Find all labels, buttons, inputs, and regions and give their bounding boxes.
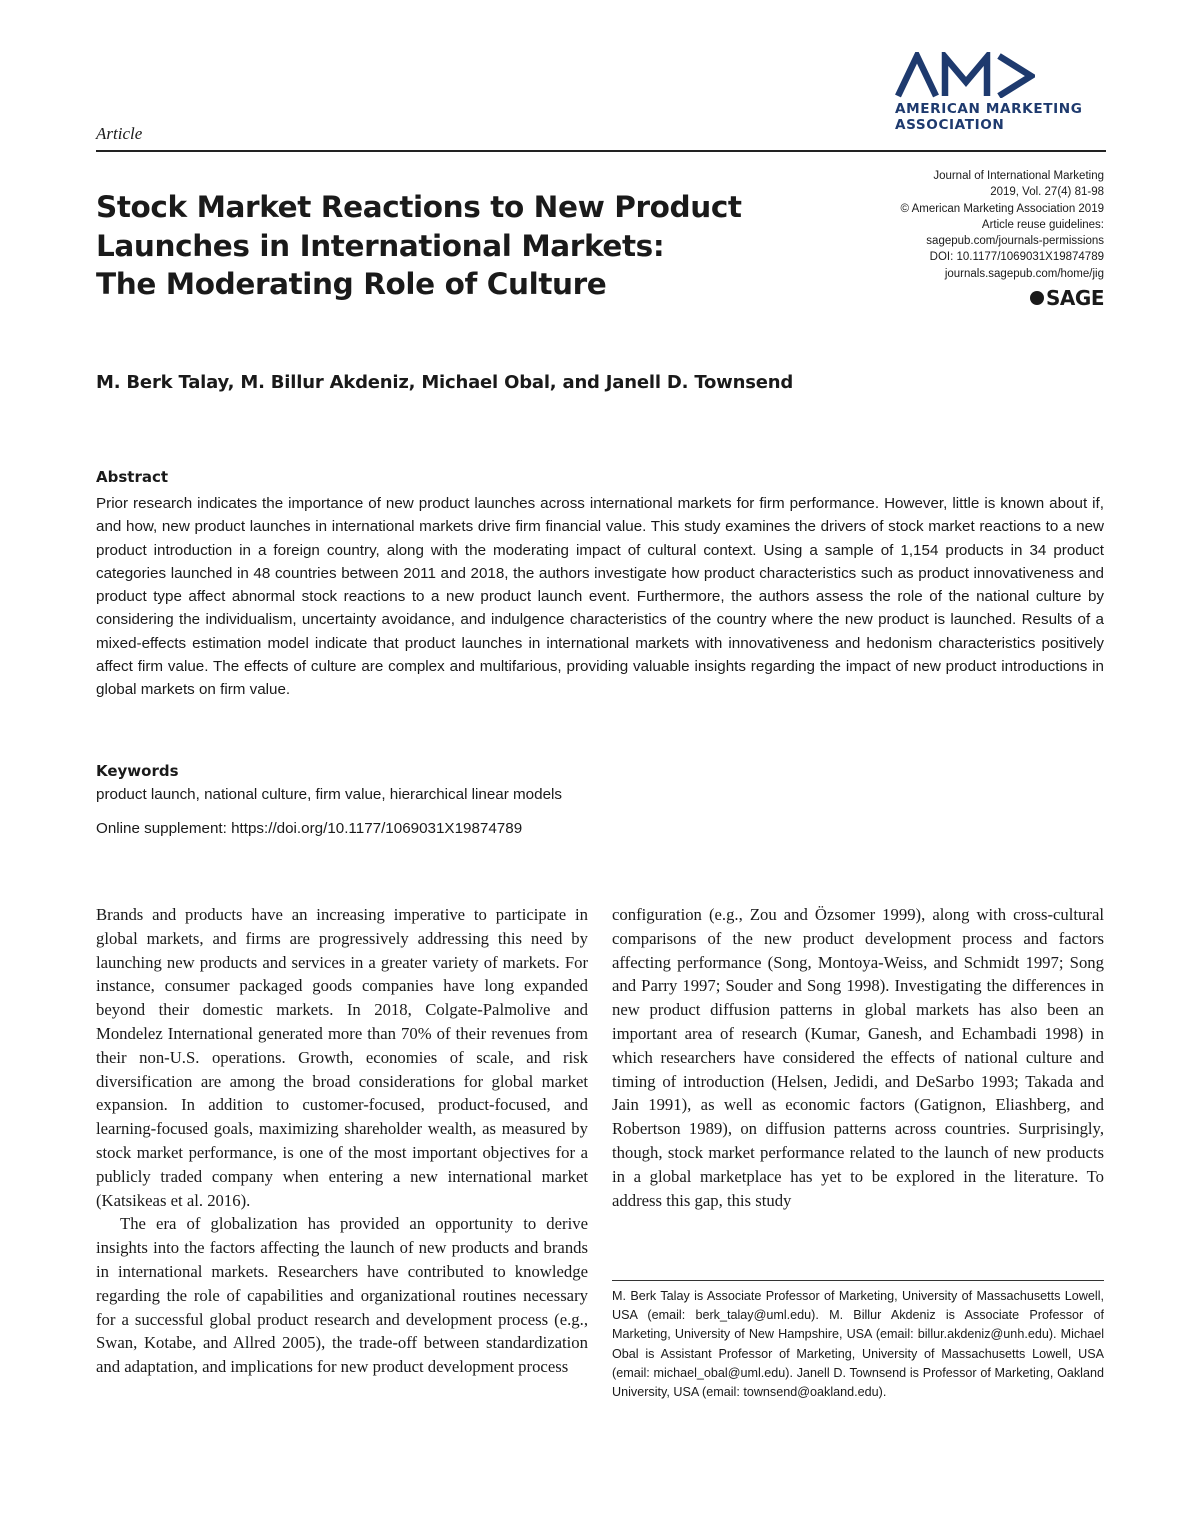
copyright: © American Marketing Association 2019 <box>900 202 1104 215</box>
title-line-1: Stock Market Reactions to New Product <box>96 190 742 224</box>
body-column-right <box>612 903 1104 1212</box>
logo-text-line2: ASSOCIATION <box>895 117 1005 133</box>
author-affiliations-footnote: M. Berk Talay is Associate Professor of Marketing, University of Massachusetts Lowell, USA (email: berk_talay@uml.edu). M. Billur Akdeniz is Associate Professor of Marketing, University of New Hampshire, USA (email: billur.akdeniz@unh.edu). Michael Obal is Assistant Professor of Marketing, University of Massachusetts Lowell, USA (email: michael_obal@uml.edu). Janell D. Townsend is Professor of Marketing, Oakland University, USA (email: townsend@oakland.edu). <box>612 1289 1104 1400</box>
body-paragraph: Brands and products have an increasing imperative to participate in global markets, and firms are progressively addressing this need by launching new products and services in a greater variety of markets. For instance, consumer packaged goods companies have long expanded beyond their domestic markets. In 2018, Colgate-Palmolive and Mondelez International generated more than 70% of their revenues from their non-U.S. operations. Growth, economies of scale, and risk diversification are among the broad considerations for global market expansion. In addition to customer-focused, product-focused, and learning-focused goals, maximizing shareholder wealth, as measured by stock market performance, is one of the most important objectives for a publicly traded company when entering a new international market (Katsikeas et al. 2016). <box>96 905 588 1210</box>
permissions-link[interactable]: sagepub.com/journals-permissions <box>926 235 1104 248</box>
keywords-text: product launch, national culture, firm value, hierarchical linear models <box>96 786 562 803</box>
article-type-label: Article <box>96 124 143 143</box>
author-list: M. Berk Talay, M. Billur Akdeniz, Michael Obal, and Janell D. Townsend <box>96 372 794 393</box>
keywords-heading: Keywords <box>96 762 179 780</box>
reuse-guidelines-label: Article reuse guidelines: <box>981 218 1104 231</box>
ama-logo-mark-icon <box>895 52 1035 98</box>
journal-name: Journal of International Marketing <box>933 170 1104 182</box>
online-supplement-link[interactable]: Online supplement: https://doi.org/10.1177/1069031X19874789 <box>96 820 523 837</box>
sage-logo <box>1030 286 1104 310</box>
logo-text-line1: AMERICAN MARKETING <box>895 101 1083 117</box>
body-paragraph: The era of globalization has provided an opportunity to derive insights into the factors affecting the launch of new products and brands in international markets. Researchers have contributed to knowledge regarding the role of capabilities and organizational routines necessary for a successful global product research and development process (e.g., Swan, Kotabe, and Allred 2005), the trade-off between standardization and adaptation, and implications for new product development process <box>96 1214 588 1377</box>
title-line-2: Launches in International Markets: <box>96 228 665 263</box>
journal-volume: 2019, Vol. 27(4) 81-98 <box>990 186 1104 199</box>
sage-mark-icon <box>1030 291 1044 305</box>
paper-title <box>96 188 816 304</box>
header-rule <box>96 150 1106 152</box>
body-paragraph: configuration (e.g., Zou and Özsomer 1999), along with cross-cultural comparisons of the new product development process and factors affecting performance (Song, Montoya-Weiss, and Schmidt 1997; Song and Parry 1997; Souder and Song 1998). Investigating the differences in new product diffusion patterns in global markets has also been an important area of research (Kumar, Ganesh, and Echambadi 1998) in which researchers have considered the effects of national culture and timing of introduction (Helsen, Jedidi, and DeSarbo 1993; Takada and Jain 1991), as well as economic factors (Gatignon, Eliashberg, and Robertson 1989), on diffusion patterns across countries. Surprisingly, though, stock market performance related to the launch of new products in a global marketplace has yet to be explored in the literature. To address this gap, this study <box>612 905 1104 1210</box>
publisher-name: SAGE <box>1046 286 1104 310</box>
footnote-rule <box>612 1280 1104 1281</box>
ama-logo <box>895 52 1110 133</box>
title-line-3: The Moderating Role of Culture <box>96 267 607 301</box>
doi[interactable]: DOI: 10.1177/1069031X19874789 <box>929 251 1104 264</box>
body-column-left <box>96 903 588 1379</box>
journal-home-link[interactable]: journals.sagepub.com/home/jig <box>944 267 1104 280</box>
abstract-heading: Abstract <box>96 468 169 486</box>
abstract-text: Prior research indicates the importance of new product launches across international markets for firm performance. However, little is known about if, and how, new product launches in international markets drive firm financial value. This study examines the drivers of stock market reactions to a new product introduction in a foreign country, along with the moderating impact of cultural context. Using a sample of 1,154 products in 34 product categories launched in 48 countries between 2011 and 2018, the authors investigate how product characteristics such as product innovativeness and product type affect abnormal stock reactions to a new product launch event. Furthermore, the authors assess the role of the national culture by considering the individualism, uncertainty avoidance, and indulgence characteristics of the country where the new product is launched. Results of a mixed-effects estimation model indicate that product launches in international markets with innovativeness and hedonism characteristics positively affect firm value. The effects of culture are complex and multifarious, providing valuable insights regarding the impact of new product introductions in global markets on firm value. <box>96 495 1104 699</box>
journal-info <box>814 168 1104 282</box>
